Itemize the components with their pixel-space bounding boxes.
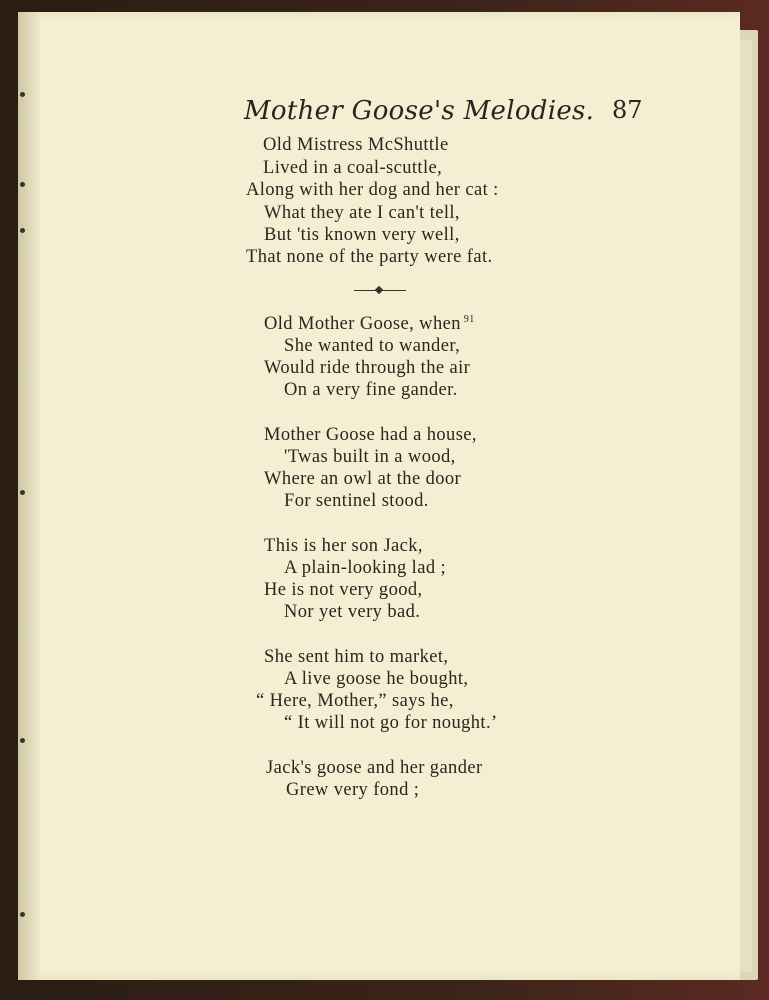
poem-line: Would ride through the air	[264, 358, 471, 378]
binding-stitch	[20, 738, 25, 743]
page-gutter	[18, 12, 40, 980]
section-divider-ornament	[375, 286, 383, 294]
poem-line: “ It will not go for nought.’	[284, 713, 498, 733]
poem-line: She sent him to market,	[264, 647, 449, 667]
poem-line: On a very fine gander.	[284, 380, 458, 400]
binding-stitch	[20, 912, 25, 917]
poem-line: A plain-looking lad ;	[284, 558, 447, 578]
poem-line: Nor yet very bad.	[284, 602, 421, 622]
book-page	[18, 12, 740, 980]
poem-line: For sentinel stood.	[284, 491, 429, 511]
poem-line: That none of the party were fat.	[246, 247, 493, 267]
poem-line: Lived in a coal-scuttle,	[263, 158, 443, 178]
poem-line: “ Here, Mother,” says he,	[256, 691, 454, 711]
page-header	[18, 96, 740, 136]
footnote-number: 91	[463, 314, 475, 325]
poem-line: Mother Goose had a house,	[264, 425, 477, 445]
poem-line: Where an owl at the door	[264, 469, 462, 489]
binding-stitch	[20, 490, 25, 495]
poem-line: Old Mother Goose, when $^{91}$	[264, 314, 475, 335]
poem-line: A live goose he bought,	[284, 669, 469, 689]
poem-line: Jack's goose and her gander	[266, 758, 483, 778]
binding-stitch	[20, 182, 25, 187]
poem-line: 'Twas built in a wood,	[284, 447, 456, 467]
binding-stitch	[20, 228, 25, 233]
poem-line: She wanted to wander,	[284, 336, 461, 356]
page-number: 87	[612, 96, 643, 124]
poem-line: This is her son Jack,	[264, 536, 423, 556]
poem-line: Old Mistress McShuttle	[263, 135, 449, 155]
poem-line: Along with her dog and her cat :	[246, 180, 499, 200]
poem-line: But 'tis known very well,	[264, 225, 460, 245]
running-title: Mother Goose's Melodies.	[244, 96, 595, 126]
poem-line: Grew very fond ;	[286, 780, 420, 800]
poem-line: What they ate I can't tell,	[264, 203, 460, 223]
poem-line: He is not very good,	[264, 580, 423, 600]
